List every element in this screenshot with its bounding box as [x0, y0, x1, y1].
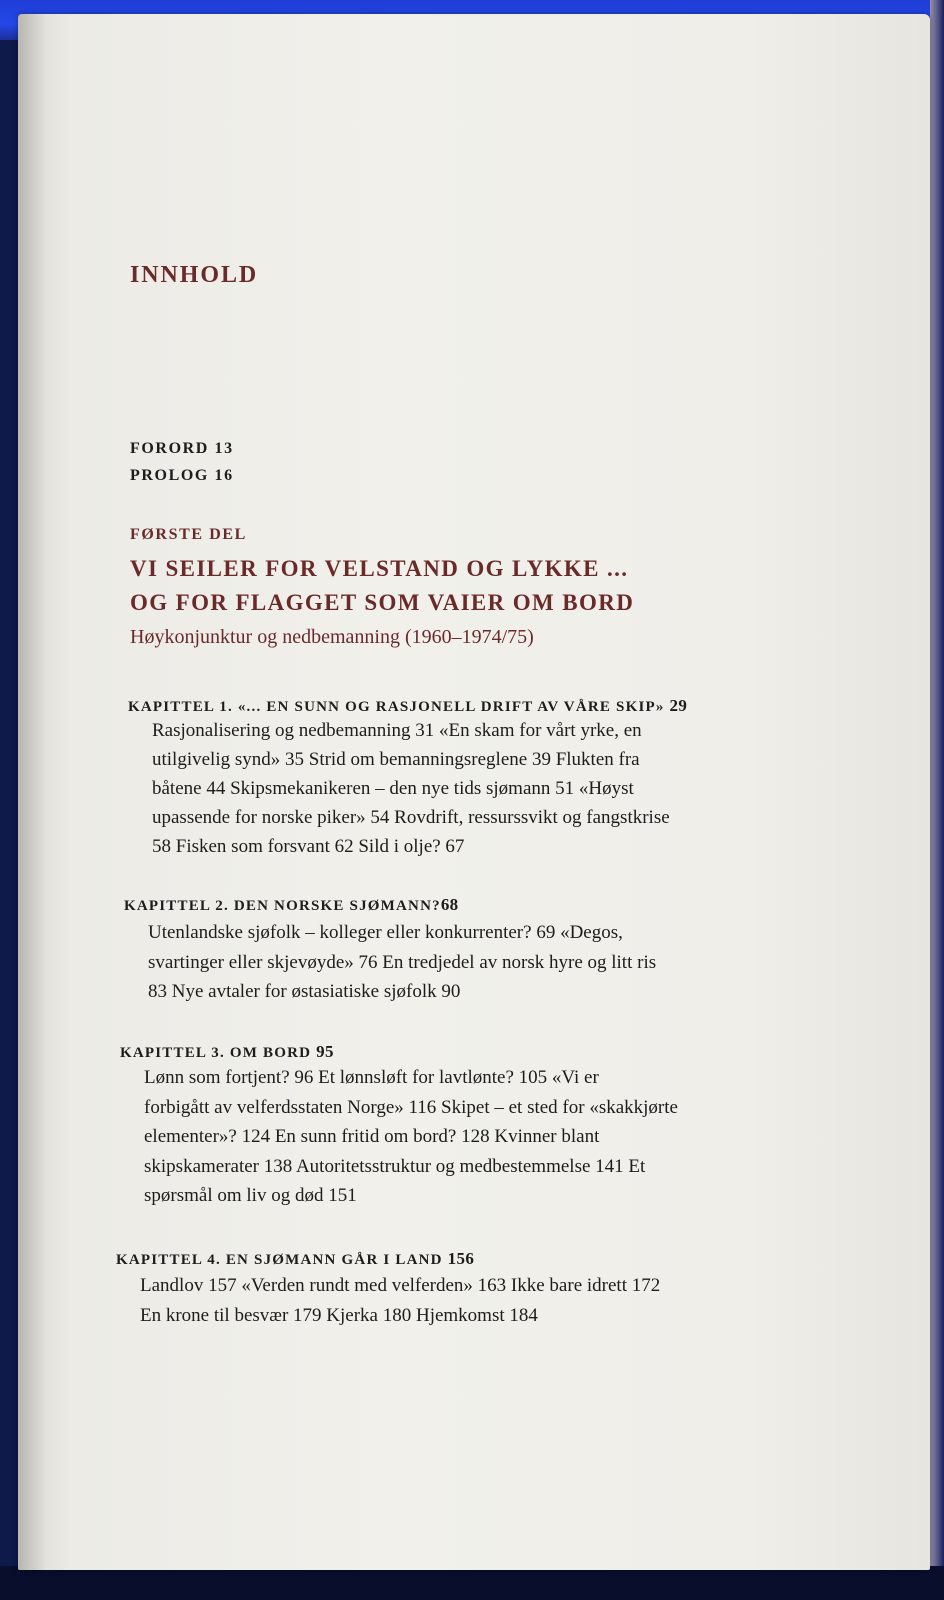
chapter-1-line-1: Rasjonalisering og nedbemanning 31 «En skam for vårt yrke, en [152, 720, 642, 741]
toc-entry-prolog [130, 467, 234, 485]
chapter-3-line-4: skipskamerater 138 Autoritetsstruktur og medbestemmelse 141 Et [144, 1156, 646, 1177]
toc-entry-forord [130, 440, 234, 458]
entry-page: 13 [214, 440, 234, 457]
chapter-title: KAPITTEL 1. «... EN SUNN OG RASJONELL DRIFT AV VÅRE SKIP» [128, 699, 665, 715]
chapter-3-line-1: Lønn som fortjent? 96 Et lønnsløft for lavtlønte? 105 «Vi er [144, 1067, 599, 1088]
chapter-3-line-3: elementer»? 124 En sunn fritid om bord? 128 Kvinner blant [144, 1126, 600, 1147]
chapter-2-heading [124, 895, 459, 915]
chapter-1-line-3: båtene 44 Skipsmekanikeren – den nye tids sjømann 51 «Høyst [152, 778, 634, 799]
chapter-title: KAPITTEL 2. DEN NORSKE SJØMANN? [124, 898, 441, 914]
entry-label: FORORD [130, 440, 209, 457]
chapter-title: KAPITTEL 3. OM BORD [120, 1045, 312, 1061]
part-subtitle: Høykonjunktur og nedbemanning (1960–1974/75) [130, 626, 534, 648]
part-title-line-2: OG FOR FLAGGET SOM VAIER OM BORD [130, 590, 635, 615]
toc-title: INNHOLD [130, 262, 259, 288]
chapter-page: 29 [669, 696, 688, 715]
chapter-3-line-2: forbigått av velferdsstaten Norge» 116 Skipet – et sted for «skakkjørte [144, 1097, 678, 1118]
chapter-4-heading [116, 1249, 474, 1269]
part-label: FØRSTE DEL [130, 526, 247, 543]
part-title-line-1: VI SEILER FOR VELSTAND OG LYKKE ... [130, 556, 629, 581]
chapter-page: 156 [447, 1249, 475, 1268]
chapter-1-line-4: upassende for norske piker» 54 Rovdrift, ressurssvikt og fangstkrise [152, 807, 670, 828]
chapter-3-line-5: spørsmål om liv og død 151 [144, 1185, 357, 1206]
entry-label: PROLOG [130, 467, 209, 484]
chapter-1-line-2: utilgivelig synd» 35 Strid om bemanningsreglene 39 Flukten fra [152, 749, 640, 770]
entry-page: 16 [214, 467, 234, 484]
chapter-title: KAPITTEL 4. EN SJØMANN GÅR I LAND [116, 1252, 443, 1268]
chapter-2-line-1: Utenlandske sjøfolk – kolleger eller konkurrenter? 69 «Degos, [148, 922, 623, 943]
chapter-2-line-3: 83 Nye avtaler for østasiatiske sjøfolk 90 [148, 981, 461, 1002]
chapter-3-heading [120, 1042, 334, 1062]
chapter-4-line-2: En krone til besvær 179 Kjerka 180 Hjemkomst 184 [140, 1305, 538, 1326]
chapter-1-heading [128, 696, 687, 716]
chapter-page: 95 [316, 1042, 334, 1061]
chapter-2-line-2: svartinger eller skjevøyde» 76 En tredjedel av norsk hyre og litt ris [148, 952, 657, 973]
chapter-4-line-1: Landlov 157 «Verden rundt med velferden» 163 Ikke bare idrett 172 [140, 1275, 661, 1296]
chapter-page: 68 [440, 895, 459, 914]
chapter-1-line-5: 58 Fisken som forsvant 62 Sild i olje? 67 [152, 836, 465, 857]
